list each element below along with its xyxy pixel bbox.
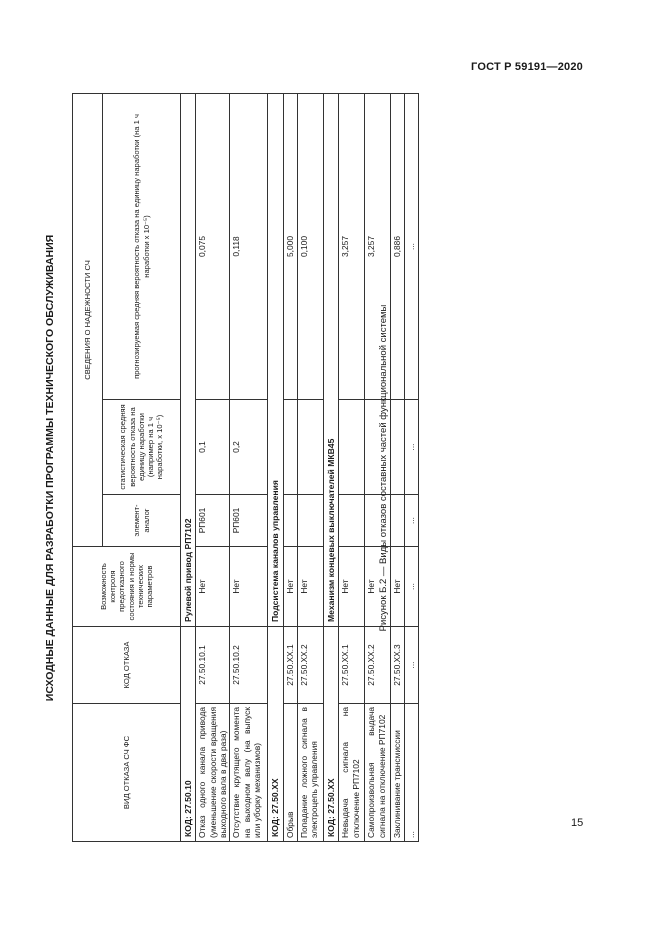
- header-statistical: статистическая средняя вероятность отказа на единицу наработки (например на 1 ч наработки, х 10⁻⁵): [103, 400, 181, 495]
- statistical-cell: [339, 400, 365, 495]
- predicted-cell: 0,886: [391, 93, 405, 399]
- table-row: [391, 93, 405, 841]
- failure-type-cell: Самопроизвольная выдача сигнала на отключение РП7102: [365, 704, 391, 842]
- header-predicted: прогнозируемая средняя вероятность отказа на единицу наработки (на 1 ч наработки х 10⁻⁵): [103, 93, 181, 399]
- header-failure-code: КОД ОТКАЗА: [73, 627, 181, 704]
- monitoring-cell: Нет: [339, 547, 365, 627]
- failure-type-cell: Отсутствие крутящего момента на выходном валу (на выпуск или уборку механизмов): [230, 704, 268, 842]
- failure-code-cell: ...: [405, 627, 418, 704]
- failure-type-cell: Попадание ложного сигнала в электроцепь управления: [297, 704, 323, 842]
- table-row: [405, 93, 418, 841]
- failure-modes-table: [72, 93, 419, 842]
- predicted-cell: 3,257: [339, 93, 365, 399]
- monitoring-cell: Нет: [297, 547, 323, 627]
- predicted-cell: 0,075: [196, 93, 230, 399]
- section-component: Подсистема каналов управления: [268, 93, 283, 626]
- analog-cell: [283, 495, 297, 547]
- statistical-cell: [297, 400, 323, 495]
- monitoring-cell: Нет: [283, 547, 297, 627]
- failure-type-cell: Обрыв: [283, 704, 297, 842]
- section-code: КОД: 27.50.XX: [323, 627, 338, 842]
- statistical-cell: [283, 400, 297, 495]
- statistical-cell: 0,2: [230, 400, 268, 495]
- section-code: КОД: 27.50.10: [181, 627, 196, 842]
- analog-cell: ...: [405, 495, 418, 547]
- table-row: [196, 93, 230, 841]
- section-row: [181, 93, 196, 841]
- failure-code-cell: 27.50.10.2: [230, 627, 268, 704]
- failure-code-cell: 27.50.XX.1: [283, 627, 297, 704]
- section-row: [268, 93, 283, 841]
- section-component: Механизм концевых выключателей МКВ45: [323, 93, 338, 626]
- figure-caption: Рисунок Б.2 — Виды отказов составных частей функциональной системы: [378, 304, 389, 632]
- predicted-cell: 0,100: [297, 93, 323, 399]
- monitoring-cell: Нет: [230, 547, 268, 627]
- page-number: 15: [571, 817, 584, 829]
- section-component: Рулевой привод РП7102: [181, 93, 196, 626]
- failure-type-cell: Невыдача сигнала на отключение РП7102: [339, 704, 365, 842]
- failure-type-cell: Отказ одного канала привода (уменьшение скорости вращения выходного вала в два раза): [196, 704, 230, 842]
- analog-cell: РП601: [230, 495, 268, 547]
- section-code: КОД: 27.50.XX: [268, 627, 283, 842]
- form-title: ИСХОДНЫЕ ДАННЫЕ ДЛЯ РАЗРАБОТКИ ПРОГРАММЫ ТЕХНИЧЕСКОГО ОБСЛУЖИВАНИЯ: [44, 234, 56, 702]
- table-row: [339, 93, 365, 841]
- statistical-cell: [391, 400, 405, 495]
- failure-type-cell: ...: [405, 704, 418, 842]
- header-row-1: [73, 93, 103, 841]
- predicted-cell: ...: [405, 93, 418, 399]
- table-body: [73, 93, 419, 841]
- failure-type-cell: Заклинивание трансмиссии: [391, 704, 405, 842]
- failure-code-cell: 27.50.10.1: [196, 627, 230, 704]
- monitoring-cell: Нет: [391, 547, 405, 627]
- header-failure-type: ВИД ОТКАЗА СЧ ФС: [73, 704, 181, 842]
- analog-cell: [297, 495, 323, 547]
- failure-code-cell: 27.50.XX.3: [391, 627, 405, 704]
- statistical-cell: 0,1: [196, 400, 230, 495]
- analog-cell: [391, 495, 405, 547]
- header-reliability: СВЕДЕНИЯ О НАДЕЖНОСТИ СЧ: [73, 93, 103, 546]
- header-monitoring: Возможность контроля предотказного состояния и нормы технических параметров: [73, 547, 181, 627]
- standard-number: ГОСТ Р 59191—2020: [471, 61, 583, 73]
- table-row: [230, 93, 268, 841]
- table-row: [283, 93, 297, 841]
- failure-code-cell: 27.50.XX.2: [365, 627, 391, 704]
- analog-cell: [339, 495, 365, 547]
- monitoring-cell: Нет: [196, 547, 230, 627]
- monitoring-cell: Нет: [365, 547, 391, 627]
- header-analog: элемент-аналог: [103, 495, 181, 547]
- predicted-cell: 5,000: [283, 93, 297, 399]
- table-row: [297, 93, 323, 841]
- statistical-cell: ...: [405, 400, 418, 495]
- rotated-form: [44, 94, 417, 842]
- failure-code-cell: 27.50.XX.2: [297, 627, 323, 704]
- predicted-cell: 3,257: [365, 93, 391, 399]
- failure-code-cell: 27.50.XX.1: [339, 627, 365, 704]
- section-row: [323, 93, 338, 841]
- monitoring-cell: ...: [405, 547, 418, 627]
- predicted-cell: 0,118: [230, 93, 268, 399]
- analog-cell: РП601: [196, 495, 230, 547]
